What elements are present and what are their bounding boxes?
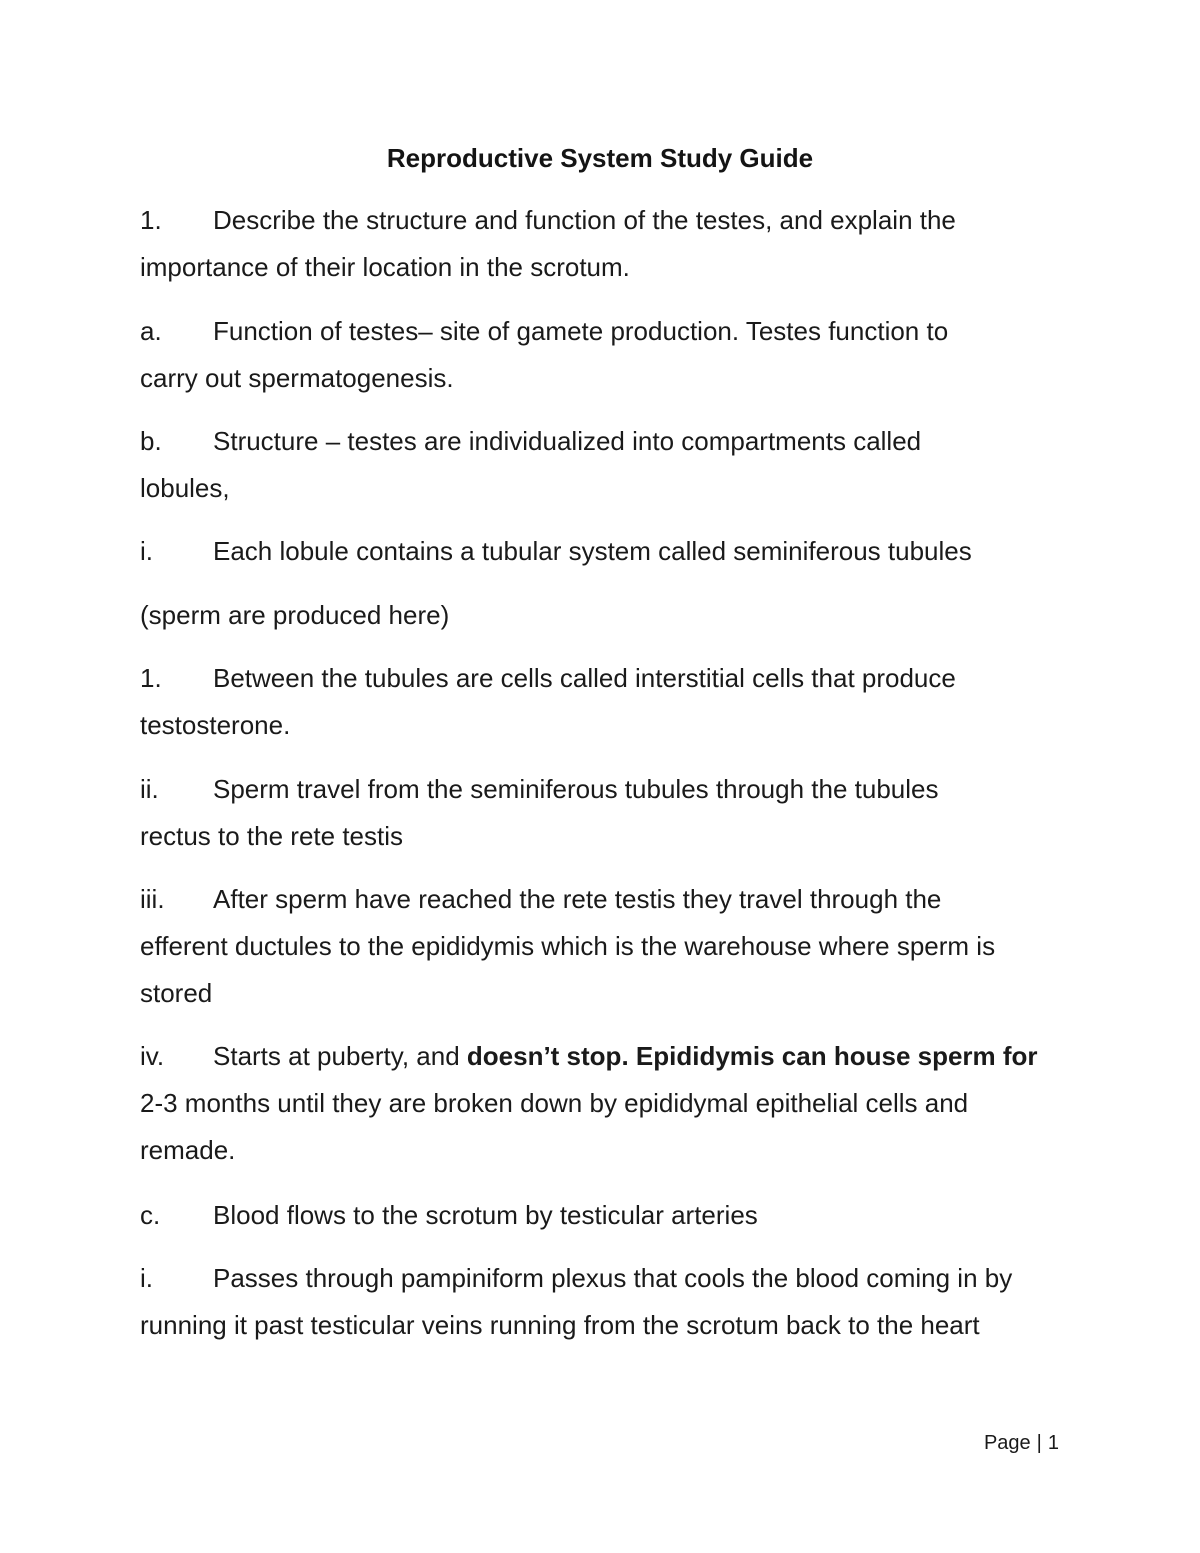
item-line: (sperm are produced here) (140, 600, 450, 630)
item-text: Blood flows to the scrotum by testicular arteries (213, 1200, 758, 1230)
item-line (140, 655, 1065, 702)
item-marker: ii. (140, 774, 159, 804)
item-marker: c. (140, 1200, 161, 1230)
list-item (140, 308, 1065, 402)
item-line (140, 766, 1065, 813)
item-line (140, 418, 1065, 465)
item-line: 2-3 months until they are broken down by epididymal epithelial cells and (140, 1088, 969, 1118)
item-text: Each lobule contains a tubular system called seminiferous tubules (213, 536, 972, 566)
item-text-bold: doesn’t stop. Epididymis can house sperm for (466, 1041, 1038, 1071)
list-item (140, 766, 1065, 860)
item-marker: i. (140, 1263, 153, 1293)
item-line (140, 528, 1065, 575)
item-text: Describe the structure and function of the testes, and explain the (213, 205, 956, 235)
item-line: remade. (140, 1135, 236, 1165)
item-marker: 1. (140, 663, 162, 693)
item-line: carry out spermatogenesis. (140, 363, 454, 393)
item-marker: iii. (140, 884, 165, 914)
item-line (140, 1192, 1065, 1239)
page-label: Page (983, 1432, 1031, 1454)
item-text: Sperm travel from the seminiferous tubules through the tubules (213, 774, 939, 804)
list-item (140, 655, 1065, 749)
item-marker: iv. (140, 1041, 165, 1071)
list-item (140, 528, 1065, 575)
item-line: efferent ductules to the epididymis which is the warehouse where sperm is (140, 931, 996, 961)
item-line (140, 876, 1065, 923)
item-text: Structure – testes are individualized into compartments called (213, 426, 922, 456)
item-marker: a. (140, 316, 162, 346)
item-text: After sperm have reached the rete testis they travel through the (213, 884, 942, 914)
item-line: importance of their location in the scrotum. (140, 252, 630, 282)
item-marker: 1. (140, 205, 162, 235)
item-text: Starts at puberty, and (213, 1041, 467, 1071)
list-item (140, 418, 1065, 512)
item-text: Function of testes– site of gamete production. Testes function to (213, 316, 949, 346)
item-line: lobules, (140, 473, 230, 503)
item-text: Passes through pampiniform plexus that cools the blood coming in by (213, 1263, 1013, 1293)
list-item (140, 1255, 1065, 1349)
page-number: 1 (1047, 1432, 1059, 1454)
item-line: running it past testicular veins running from the scrotum back to the heart (140, 1310, 980, 1340)
document-title: Reproductive System Study Guide (386, 143, 814, 173)
list-item (140, 197, 1065, 291)
item-line (140, 1033, 1065, 1080)
page-separator: | (1036, 1432, 1042, 1454)
item-marker: i. (140, 536, 153, 566)
item-text: Between the tubules are cells called interstitial cells that produce (213, 663, 956, 693)
item-line (140, 197, 1065, 244)
list-item (140, 592, 1065, 639)
page-footer (984, 1428, 1059, 1458)
list-item (140, 1192, 1065, 1239)
list-item (140, 1033, 1065, 1174)
item-line: rectus to the rete testis (140, 821, 404, 851)
item-marker: b. (140, 426, 162, 456)
item-line (140, 308, 1065, 355)
item-line (140, 1255, 1065, 1302)
item-line: testosterone. (140, 710, 291, 740)
item-line: stored (140, 978, 213, 1008)
list-item (140, 876, 1065, 1017)
